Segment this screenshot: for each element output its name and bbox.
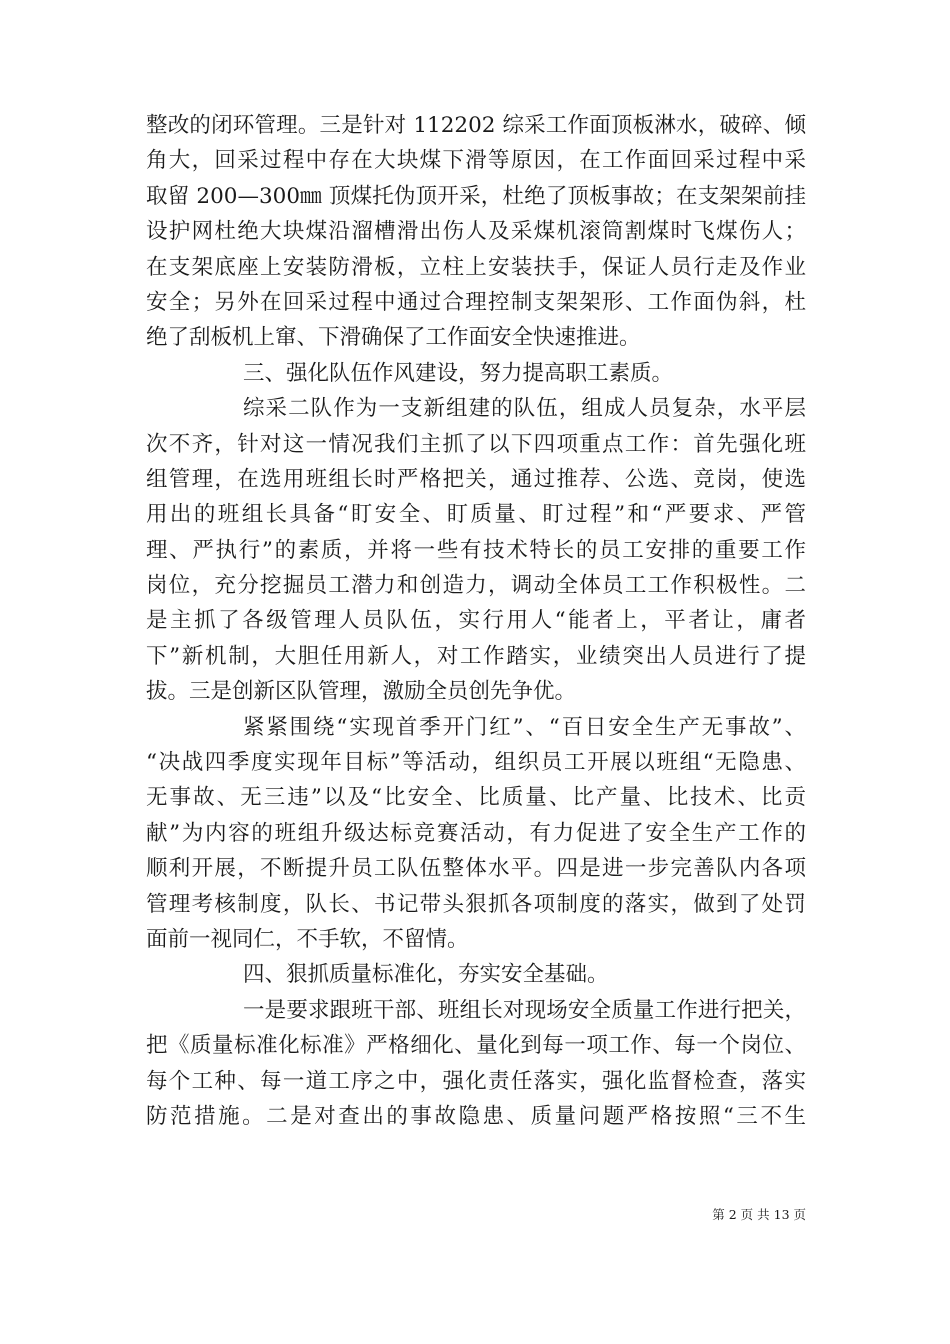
section-heading: 三、强化队伍作风建设，努力提高职工素质。 — [243, 360, 674, 386]
section-heading: 四、狠抓质量标准化，夯实安全基础。 — [243, 962, 609, 988]
paragraph-line: 用出的班组长具备“盯安全、盯质量、盯过程”和“严要求、严管 — [146, 502, 806, 528]
paragraph-line: 次不齐，针对这一情况我们主抓了以下四项重点工作：首先强化班 — [146, 431, 806, 457]
page-number-footer: 第 2 页 共 13 页 — [712, 1207, 806, 1222]
paragraph-line: 管理考核制度，队长、书记带头狠抓各项制度的落实，做到了处罚 — [146, 891, 806, 917]
paragraph-line: 每个工种、每一道工序之中，强化责任落实，强化监督检查，落实 — [146, 1068, 806, 1094]
paragraph-line: 面前一视同仁，不手软，不留情。 — [146, 926, 469, 952]
paragraph-line: 献”为内容的班组升级达标竞赛活动，有力促进了安全生产工作的 — [146, 820, 806, 846]
paragraph-line: 把《质量标准化标准》严格细化、量化到每一项工作、每一个岗位、 — [146, 1033, 806, 1059]
paragraph-line: 理、严执行”的素质，并将一些有技术特长的员工安排的重要工作 — [146, 537, 806, 563]
paragraph-line: 安全；另外在回采过程中通过合理控制支架架形、工作面伪斜，杜 — [146, 289, 806, 315]
paragraph-line: 顺利开展，不断提升员工队伍整体水平。四是进一步完善队内各项 — [146, 856, 806, 882]
paragraph-line: 在支架底座上安装防滑板，立柱上安装扶手，保证人员行走及作业 — [146, 254, 806, 280]
document-body — [146, 108, 806, 1134]
paragraph-line: 绝了刮板机上窜、下滑确保了工作面安全快速推进。 — [146, 325, 641, 351]
paragraph-line: “决战四季度实现年目标”等活动，组织员工开展以班组“无隐患、 — [146, 750, 806, 776]
paragraph-line: 一是要求跟班干部、班组长对现场安全质量工作进行把关， — [243, 997, 806, 1023]
paragraph-line: 下”新机制，大胆任用新人，对工作踏实，业绩突出人员进行了提 — [146, 643, 806, 669]
paragraph-line: 是主抓了各级管理人员队伍，实行用人“能者上，平者让，庸者 — [146, 608, 806, 634]
paragraph-line: 无事故、无三违”以及“比安全、比质量、比产量、比技术、比贡 — [146, 785, 806, 811]
paragraph-line: 防范措施。二是对查出的事故隐患、质量问题严格按照“三不生 — [146, 1103, 806, 1129]
paragraph-line: 拔。三是创新区队管理，激励全员创先争优。 — [146, 679, 577, 705]
paragraph-line: 组管理，在选用班组长时严格把关，通过推荐、公选、竞岗，使选 — [146, 466, 806, 492]
paragraph-line: 紧紧围绕“实现首季开门红”、“百日安全生产无事故”、 — [243, 714, 806, 740]
paragraph-line: 岗位，充分挖掘员工潜力和创造力，调动全体员工工作积极性。二 — [146, 573, 806, 599]
paragraph-line: 角大，回采过程中存在大块煤下滑等原因，在工作面回采过程中采 — [146, 148, 806, 174]
paragraph-line: 设护网杜绝大块煤沿溜槽滑出伤人及采煤机滚筒割煤时飞煤伤人； — [146, 219, 806, 245]
paragraph-line: 综采二队作为一支新组建的队伍，组成人员复杂，水平层 — [243, 396, 806, 422]
paragraph-line: 取留 200—300㎜ 顶煤托伪顶开采，杜绝了顶板事故；在支架架前挂 — [146, 183, 806, 209]
paragraph-line: 整改的闭环管理。三是针对 112202 综采工作面顶板淋水，破碎、倾 — [146, 113, 806, 138]
